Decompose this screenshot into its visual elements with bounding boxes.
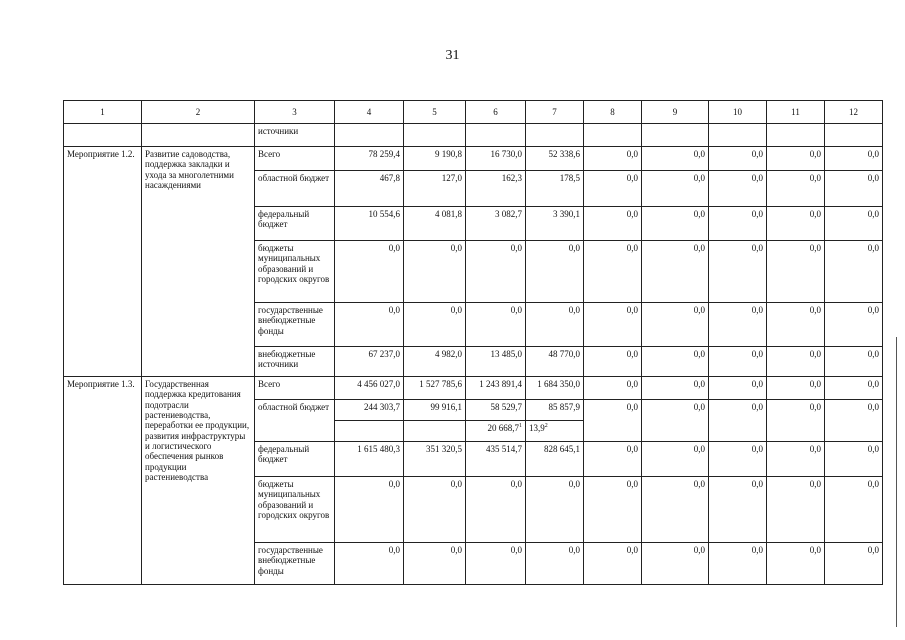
amount-cell: 0,0 xyxy=(709,400,767,442)
amount-cell: 0,0 xyxy=(825,207,883,241)
amount-cell: 0,0 xyxy=(526,543,584,585)
amount-cell: 1 615 480,3 xyxy=(335,442,404,477)
amount-cell: 0,0 xyxy=(709,303,767,347)
column-header: 8 xyxy=(584,101,642,124)
amount-cell: 0,0 xyxy=(466,477,526,543)
amount-cell: 0,0 xyxy=(584,207,642,241)
empty-cell xyxy=(404,421,466,442)
funding-source: бюджеты муниципальных образований и городских округов xyxy=(255,241,335,303)
amount-cell: 0,0 xyxy=(584,477,642,543)
footnote-amount: 13,9$^2$ xyxy=(526,421,584,442)
amount-cell: 0,0 xyxy=(767,400,825,442)
column-header: 11 xyxy=(767,101,825,124)
amount-cell: 1 684 350,0 xyxy=(526,377,584,400)
amount-cell: 0,0 xyxy=(709,477,767,543)
amount-cell: 0,0 xyxy=(825,377,883,400)
amount-cell: 0,0 xyxy=(767,147,825,171)
amount-cell: 0,0 xyxy=(642,477,709,543)
table-row xyxy=(64,147,883,171)
amount-cell: 1 527 785,6 xyxy=(404,377,466,400)
amount-cell: 127,0 xyxy=(404,171,466,207)
amount-cell: 0,0 xyxy=(767,241,825,303)
amount-cell: 0,0 xyxy=(584,147,642,171)
amount-cell: 0,0 xyxy=(526,477,584,543)
amount-cell: 828 645,1 xyxy=(526,442,584,477)
amount-cell: 0,0 xyxy=(825,347,883,377)
amount-cell: 0,0 xyxy=(584,303,642,347)
amount-cell: 0,0 xyxy=(642,147,709,171)
amount-cell: 9 190,8 xyxy=(404,147,466,171)
activity-code: Мероприятие 1.2. xyxy=(64,147,142,377)
column-header: 9 xyxy=(642,101,709,124)
amount-cell: 0,0 xyxy=(466,303,526,347)
funding-source: федеральный бюджет xyxy=(255,442,335,477)
column-header: 6 xyxy=(466,101,526,124)
activity-name: Развитие садоводства, поддержка закладки и ухода за многолетними насаждениями xyxy=(142,147,255,377)
amount-cell: 351 320,5 xyxy=(404,442,466,477)
amount-cell: 99 916,1 xyxy=(404,400,466,421)
amount-cell: 0,0 xyxy=(642,207,709,241)
amount-cell: 0,0 xyxy=(767,543,825,585)
amount-cell: 0,0 xyxy=(825,477,883,543)
amount-cell: 0,0 xyxy=(584,400,642,442)
amount-cell: 0,0 xyxy=(825,543,883,585)
amount-cell: 4 081,8 xyxy=(404,207,466,241)
amount-cell: 0,0 xyxy=(404,241,466,303)
continuation-row xyxy=(64,124,883,147)
column-header: 3 xyxy=(255,101,335,124)
footnote-amount: 20 668,7$^1$ xyxy=(466,421,526,442)
column-header: 7 xyxy=(526,101,584,124)
amount-cell: 78 259,4 xyxy=(335,147,404,171)
amount-cell: 0,0 xyxy=(767,207,825,241)
page-number: 31 xyxy=(445,48,460,63)
amount-cell: 0,0 xyxy=(404,303,466,347)
amount-cell: 0,0 xyxy=(526,303,584,347)
column-header: 2 xyxy=(142,101,255,124)
header-row xyxy=(64,101,883,124)
amount-cell: 0,0 xyxy=(584,377,642,400)
amount-cell: 0,0 xyxy=(767,477,825,543)
amount-cell: 52 338,6 xyxy=(526,147,584,171)
amount-cell: 85 857,9 xyxy=(526,400,584,421)
funding-source: областной бюджет xyxy=(255,171,335,207)
amount-cell: 0,0 xyxy=(642,241,709,303)
amount-cell: 0,0 xyxy=(466,543,526,585)
amount-cell: 0,0 xyxy=(466,241,526,303)
amount-cell: 0,0 xyxy=(709,207,767,241)
amount-cell: 0,0 xyxy=(642,400,709,442)
amount-cell: 0,0 xyxy=(767,171,825,207)
funding-source: государственные внебюджетные фонды xyxy=(255,303,335,347)
amount-cell: 0,0 xyxy=(709,442,767,477)
amount-cell: 0,0 xyxy=(709,377,767,400)
amount-cell: 0,0 xyxy=(584,442,642,477)
amount-cell: 0,0 xyxy=(767,303,825,347)
amount-cell: 0,0 xyxy=(642,347,709,377)
amount-cell: 3 390,1 xyxy=(526,207,584,241)
table-row xyxy=(64,377,883,400)
budget-table xyxy=(63,100,883,585)
amount-cell: 0,0 xyxy=(767,442,825,477)
scan-edge-line xyxy=(896,337,897,627)
amount-cell: 1 243 891,4 xyxy=(466,377,526,400)
amount-cell: 13 485,0 xyxy=(466,347,526,377)
amount-cell: 0,0 xyxy=(584,543,642,585)
amount-cell: 178,5 xyxy=(526,171,584,207)
amount-cell: 0,0 xyxy=(825,400,883,442)
amount-cell: 0,0 xyxy=(526,241,584,303)
amount-cell: 162,3 xyxy=(466,171,526,207)
amount-cell: 58 529,7 xyxy=(466,400,526,421)
funding-source: Всего xyxy=(255,147,335,171)
amount-cell: 0,0 xyxy=(709,171,767,207)
column-header: 4 xyxy=(335,101,404,124)
column-header: 10 xyxy=(709,101,767,124)
funding-source: федеральный бюджет xyxy=(255,207,335,241)
amount-cell: 0,0 xyxy=(584,241,642,303)
amount-cell: 48 770,0 xyxy=(526,347,584,377)
column-header: 12 xyxy=(825,101,883,124)
column-header: 1 xyxy=(64,101,142,124)
amount-cell: 0,0 xyxy=(584,347,642,377)
funding-source: внебюджетные источники xyxy=(255,347,335,377)
amount-cell: 0,0 xyxy=(335,543,404,585)
empty-cell xyxy=(142,124,255,147)
amount-cell: 0,0 xyxy=(767,347,825,377)
amount-cell: 0,0 xyxy=(709,241,767,303)
amount-cell: 0,0 xyxy=(642,303,709,347)
amount-cell: 0,0 xyxy=(584,171,642,207)
amount-cell: 244 303,7 xyxy=(335,400,404,421)
amount-cell: 0,0 xyxy=(335,303,404,347)
activity-name: Государственная поддержка кредитования подотрасли растениеводства, переработки ее продукции, развития инфраструктуры и логистического обеспечения рынков продукции растениеводства xyxy=(142,377,255,585)
amount-cell: 16 730,0 xyxy=(466,147,526,171)
amount-cell: 0,0 xyxy=(825,303,883,347)
amount-cell: 467,8 xyxy=(335,171,404,207)
amount-cell: 0,0 xyxy=(642,442,709,477)
amount-cell: 0,0 xyxy=(825,171,883,207)
funding-source: бюджеты муниципальных образований и городских округов xyxy=(255,477,335,543)
column-header: 5 xyxy=(404,101,466,124)
amount-cell: 0,0 xyxy=(642,171,709,207)
amount-cell: 10 554,6 xyxy=(335,207,404,241)
amount-cell: 0,0 xyxy=(825,147,883,171)
amount-cell: 0,0 xyxy=(709,147,767,171)
activity-code: Мероприятие 1.3. xyxy=(64,377,142,585)
amount-cell: 3 082,7 xyxy=(466,207,526,241)
amount-cell: 0,0 xyxy=(335,241,404,303)
amount-cell: 0,0 xyxy=(825,442,883,477)
amount-cell: 4 982,0 xyxy=(404,347,466,377)
amount-cell: 0,0 xyxy=(642,377,709,400)
amount-cell: 4 456 027,0 xyxy=(335,377,404,400)
amount-cell: 0,0 xyxy=(404,477,466,543)
amount-cell: 0,0 xyxy=(709,543,767,585)
amount-cell: 0,0 xyxy=(335,477,404,543)
amount-cell: 0,0 xyxy=(709,347,767,377)
amount-cell: 435 514,7 xyxy=(466,442,526,477)
funding-source: Всего xyxy=(255,377,335,400)
empty-cell xyxy=(64,124,142,147)
source-cell: источники xyxy=(255,124,335,147)
amount-cell: 0,0 xyxy=(404,543,466,585)
funding-source: областной бюджет xyxy=(255,400,335,442)
funding-source: государственные внебюджетные фонды xyxy=(255,543,335,585)
amount-cell: 0,0 xyxy=(825,241,883,303)
amount-cell: 0,0 xyxy=(767,377,825,400)
empty-cell xyxy=(335,421,404,442)
amount-cell: 0,0 xyxy=(642,543,709,585)
amount-cell: 67 237,0 xyxy=(335,347,404,377)
